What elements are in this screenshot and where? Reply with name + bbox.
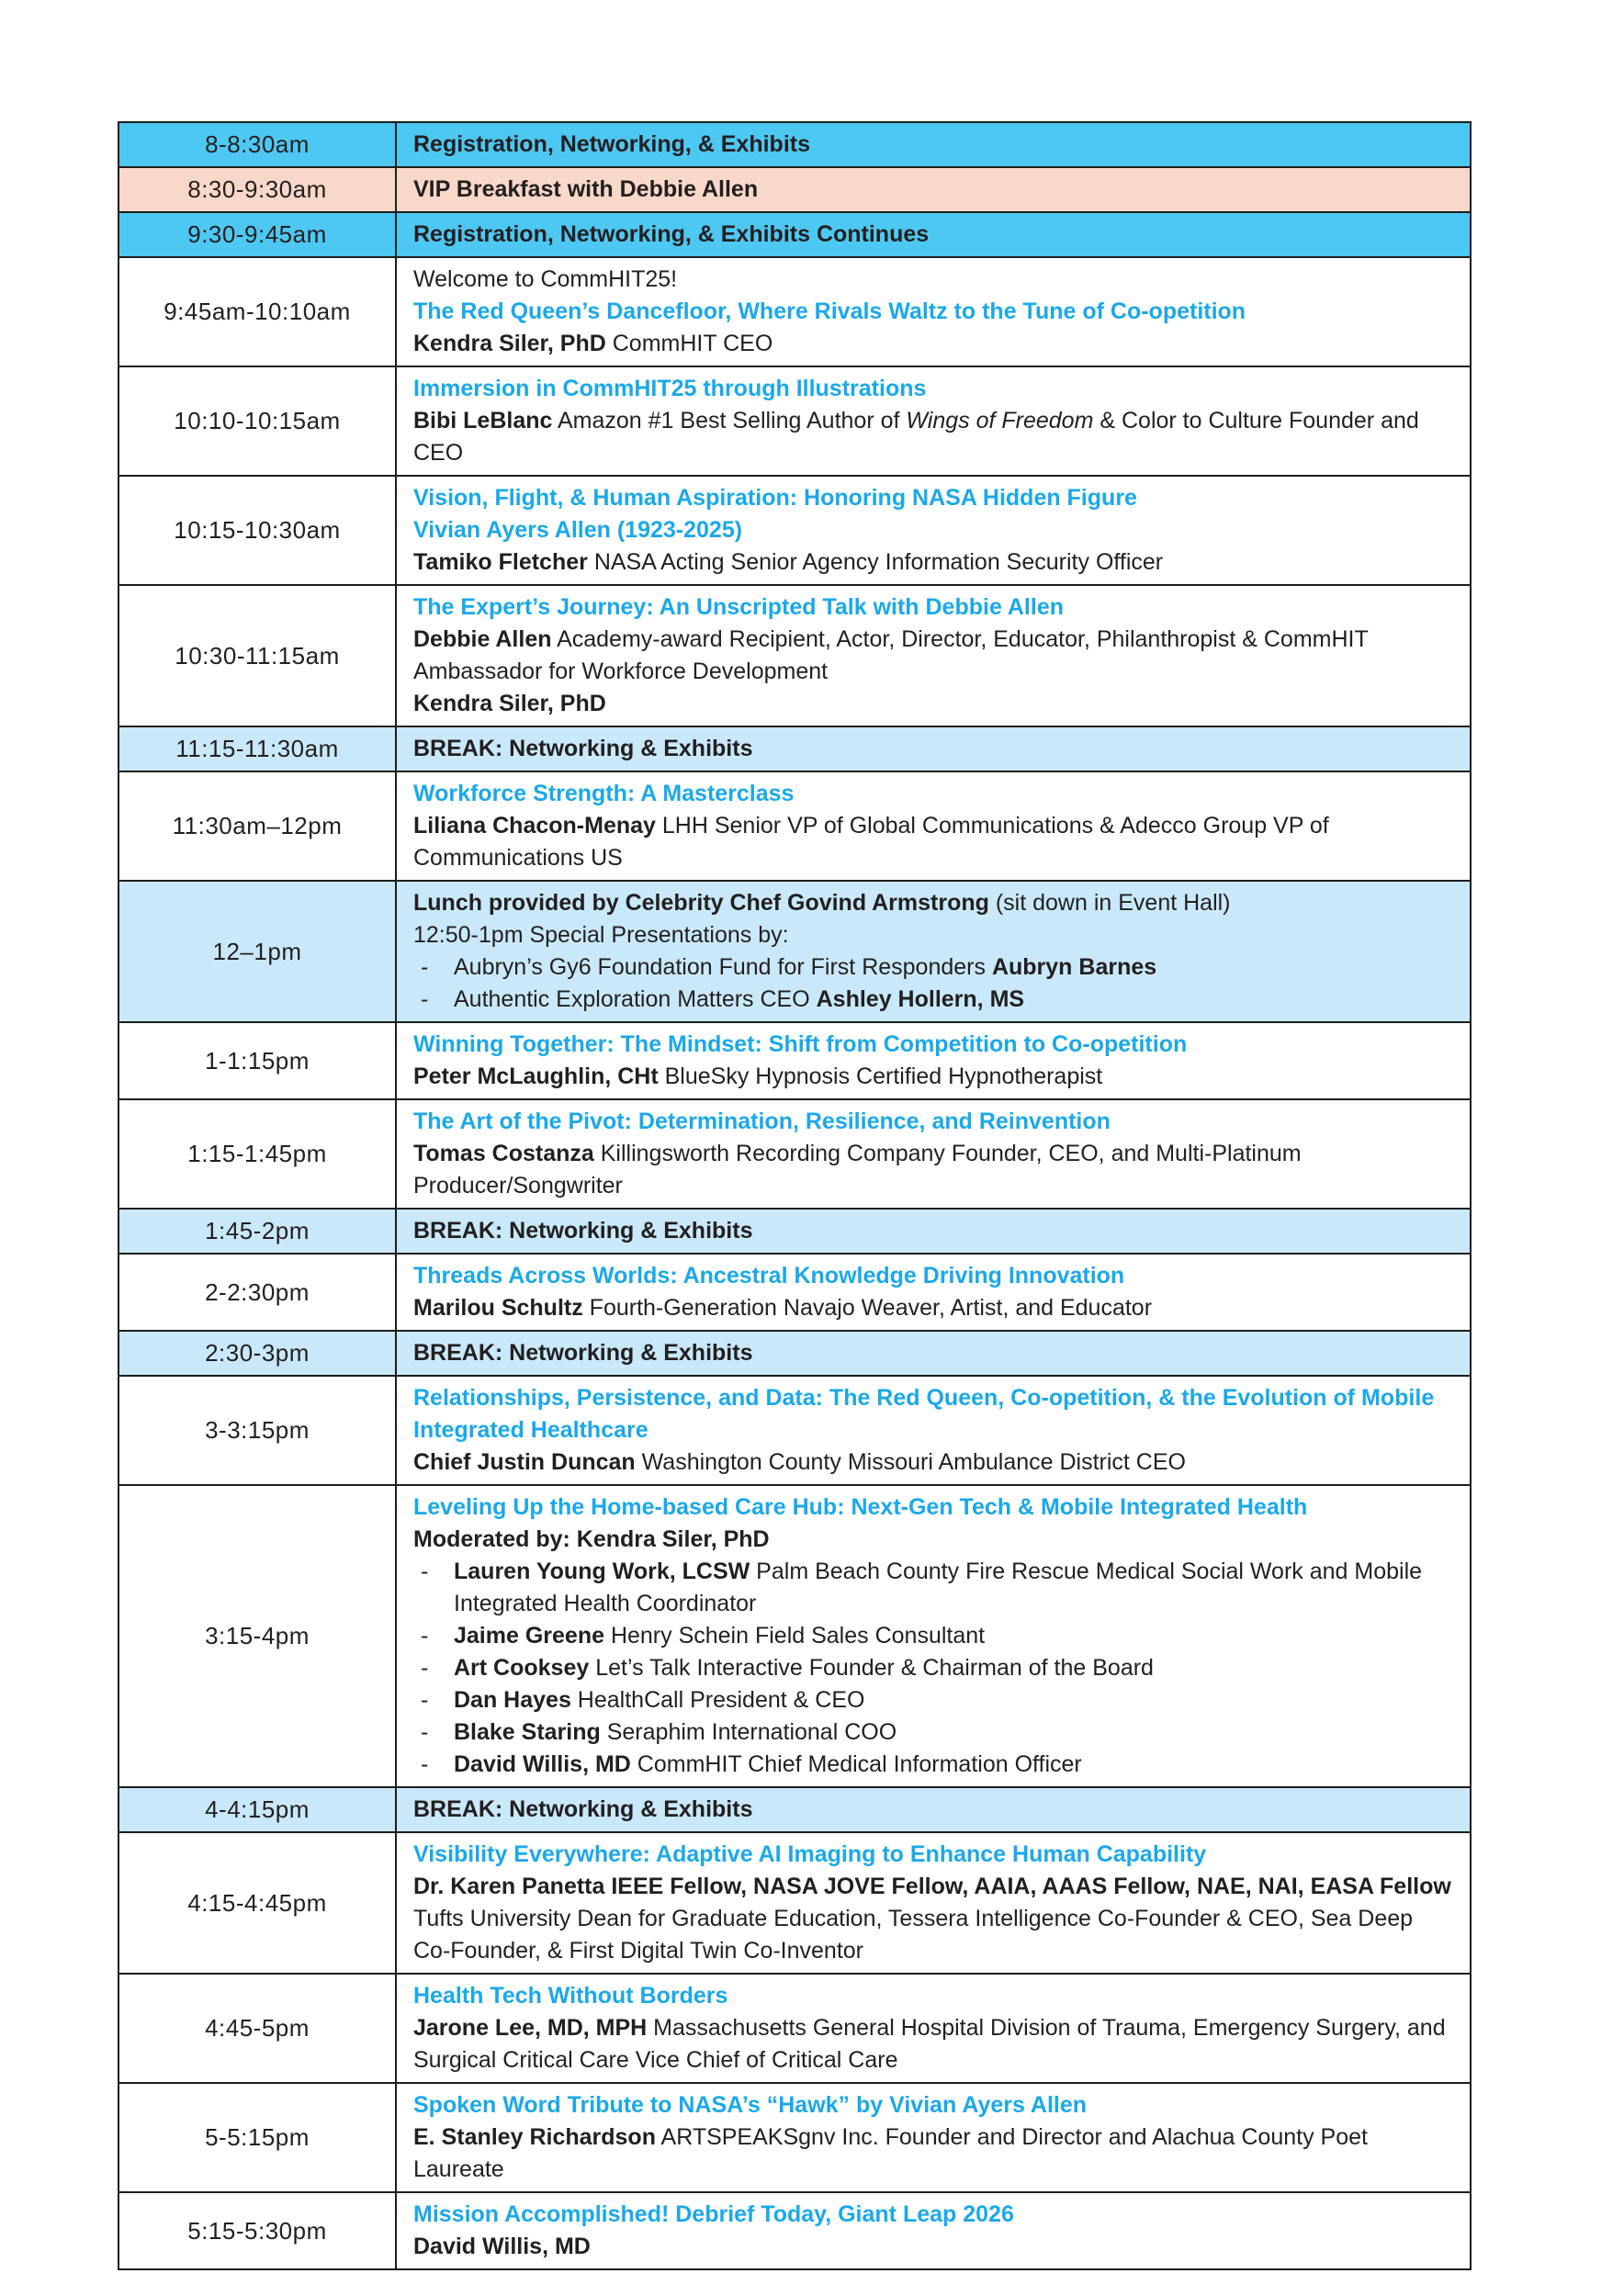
schedule-row [118, 2192, 1471, 2269]
schedule-row [118, 1974, 1471, 2083]
line-text [413, 1109, 1111, 1134]
session-text: Massachusetts General Hospital Division of Trauma, Emergency Surgery, and Surgical Critical Care Vice Chief of Critical Care [413, 2015, 1446, 2073]
line-text [454, 984, 1455, 1016]
time-slot: 2:30-3pm [118, 1331, 396, 1376]
time-slot: 4-4:15pm [118, 1787, 396, 1832]
speaker-name: BREAK: Networking & Exhibits [413, 1340, 753, 1366]
speaker-name: David Willis, MD [454, 1751, 631, 1777]
time-slot: 10:30-11:15am [118, 585, 396, 726]
speaker-name: Registration, Networking, & Exhibits Continues [413, 221, 930, 247]
speaker-name: VIP Breakfast with Debbie Allen [413, 176, 759, 202]
session-line [413, 1871, 1455, 1967]
session-line [413, 514, 1455, 546]
session-title: Visibility Everywhere: Adaptive AI Imaging to Enhance Human Capability [413, 1841, 1207, 1867]
schedule-row [118, 1787, 1471, 1832]
session-line [413, 264, 1455, 296]
session-text: Academy-award Recipient, Actor, Director, Educator, Philanthropist & CommHIT Ambassador for Workforce Development [413, 626, 1369, 684]
line-text [454, 1556, 1455, 1620]
session-cell [396, 1974, 1471, 2083]
time-slot: 5-5:15pm [118, 2083, 396, 2192]
bullet-item [413, 951, 1455, 984]
session-text: (sit down in Event Hall) [988, 890, 1231, 916]
line-text [413, 626, 1368, 684]
session-line [413, 546, 1455, 579]
time-slot: 1:15-1:45pm [118, 1099, 396, 1209]
line-text [413, 736, 752, 761]
schedule-row [118, 1022, 1471, 1099]
session-title: The Expert’s Journey: An Unscripted Talk with Debbie Allen [413, 594, 1064, 620]
time-slot: 12–1pm [118, 881, 396, 1022]
session-text: BlueSky Hypnosis Certified Hypnotherapist [658, 1064, 1103, 1089]
time-slot: 3:15-4pm [118, 1485, 396, 1787]
time-slot: 4:15-4:45pm [118, 1832, 396, 1974]
speaker-name: Ashley Hollern, MS [816, 986, 1025, 1012]
session-text: Seraphim International COO [600, 1719, 897, 1745]
line-text [413, 2124, 1368, 2182]
session-cell [396, 1209, 1471, 1254]
time-slot: 4:45-5pm [118, 1974, 396, 2083]
session-cell [396, 1254, 1471, 1331]
session-cell [396, 726, 1471, 771]
session-cell [396, 1787, 1471, 1832]
session-line [413, 2122, 1455, 2186]
line-text [413, 594, 1064, 620]
session-cell [396, 585, 1471, 726]
schedule-row [118, 122, 1471, 167]
schedule-row [118, 366, 1471, 476]
bullet-item [413, 1684, 1455, 1716]
session-text: Fourth-Generation Navajo Weaver, Artist, and Educator [582, 1295, 1153, 1321]
line-text [413, 176, 758, 202]
line-text [454, 951, 1455, 984]
schedule-row [118, 1832, 1471, 1974]
bullet-dash: - [421, 986, 429, 1012]
schedule-row [118, 1376, 1471, 1485]
session-cell [396, 476, 1471, 585]
session-title: Threads Across Worlds: Ancestral Knowledge Driving Innovation [413, 1263, 1125, 1289]
session-text: LHH Senior VP of Global Communications & Adecco Group VP of Communications US [413, 813, 1329, 871]
speaker-name: E. Stanley Richardson [413, 2124, 656, 2150]
session-line [413, 887, 1455, 919]
session-line [413, 1029, 1455, 1061]
speaker-name: BREAK: Networking & Exhibits [413, 736, 753, 761]
session-title: Immersion in CommHIT25 through Illustrations [413, 376, 927, 401]
line-text [413, 266, 677, 292]
speaker-name: BREAK: Networking & Exhibits [413, 1796, 753, 1822]
time-slot: 10:15-10:30am [118, 476, 396, 585]
session-line [413, 624, 1455, 688]
session-cell [396, 881, 1471, 1022]
schedule-row [118, 726, 1471, 771]
session-title: Winning Together: The Mindset: Shift from Competition to Co-opetition [413, 1031, 1188, 1057]
session-line [413, 1794, 1455, 1826]
session-line [413, 482, 1455, 514]
line-text [413, 781, 794, 806]
line-text [413, 813, 1329, 871]
session-line [413, 1491, 1455, 1524]
bullet-dash: - [421, 1719, 429, 1745]
bullet-dash: - [421, 1751, 429, 1777]
line-text [413, 1526, 770, 1552]
session-cell [396, 2083, 1471, 2192]
session-text: 12:50-1pm Special Presentations by: [413, 922, 789, 948]
session-cell [396, 1832, 1471, 1974]
speaker-name: Chief Justin Duncan [413, 1449, 636, 1475]
session-line [413, 1980, 1455, 2012]
session-title: Workforce Strength: A Masterclass [413, 781, 795, 806]
speaker-name: Blake Staring [454, 1719, 601, 1745]
speaker-name: Debbie Allen [413, 626, 552, 652]
line-text [454, 1716, 1455, 1749]
session-text: Palm Beach County Fire Rescue Medical Social Work and Mobile Integrated Health Coordinator [454, 1559, 1423, 1616]
line-text [413, 1263, 1124, 1289]
speaker-name: Jarone Lee, MD, MPH [413, 2015, 648, 2041]
speaker-name: Tamiko Fletcher [413, 549, 588, 575]
line-text [413, 1340, 752, 1366]
bullet-item [413, 1556, 1455, 1620]
schedule-row [118, 1209, 1471, 1254]
session-line [413, 328, 1455, 360]
line-text [413, 1385, 1434, 1443]
line-text [413, 298, 1246, 324]
session-line [413, 1337, 1455, 1369]
line-text [413, 1494, 1307, 1520]
session-title: Relationships, Persistence, and Data: The Red Queen, Co-opetition, & the Evolution of Mobile Integrated Healthcare [413, 1385, 1435, 1443]
line-text [454, 1749, 1455, 1781]
line-text [413, 1295, 1152, 1321]
speaker-name: Dan Hayes [454, 1687, 571, 1713]
line-text [413, 376, 926, 401]
line-text [413, 890, 1231, 916]
session-line [413, 1215, 1455, 1247]
speaker-name: Aubryn Barnes [991, 954, 1157, 980]
time-slot: 3-3:15pm [118, 1376, 396, 1485]
session-text: Tufts University Dean for Graduate Education, Tessera Intelligence Co-Founder & CEO, Sea Deep Co-Founder, & First Digital Twin Co-Inventor [413, 1906, 1414, 1964]
session-title: Mission Accomplished! Debrief Today, Giant Leap 2026 [413, 2201, 1014, 2227]
speaker-name: David Willis, MD [413, 2234, 591, 2259]
session-text: CommHIT Chief Medical Information Officer [630, 1751, 1082, 1777]
time-slot: 9:30-9:45am [118, 212, 396, 257]
session-title: The Art of the Pivot: Determination, Resilience, and Reinvention [413, 1109, 1111, 1134]
session-title: The Red Queen’s Dancefloor, Where Rivals Waltz to the Tune of Co-opetition [413, 298, 1246, 324]
session-title: Leveling Up the Home-based Care Hub: Next-Gen Tech & Mobile Integrated Health [413, 1494, 1308, 1520]
session-line [413, 1292, 1455, 1324]
session-text: Aubryn’s Gy6 Foundation Fund for First Responders [454, 954, 992, 980]
line-text [413, 1841, 1206, 1867]
session-cell [396, 167, 1471, 212]
session-line [413, 219, 1455, 251]
line-text [413, 331, 773, 356]
line-text [413, 1874, 1451, 1964]
speaker-name: Registration, Networking, & Exhibits [413, 131, 810, 157]
session-text: Let’s Talk Interactive Founder & Chairman of the Board [589, 1655, 1154, 1681]
session-title: Vivian Ayers Allen (1923-2025) [413, 517, 743, 543]
line-text [413, 2234, 591, 2259]
session-line [413, 688, 1455, 720]
bullet-item [413, 1620, 1455, 1652]
session-line [413, 1106, 1455, 1138]
schedule-row [118, 2083, 1471, 2192]
time-slot: 1-1:15pm [118, 1022, 396, 1099]
speaker-name: Moderated by: Kendra Siler, PhD [413, 1526, 770, 1552]
session-line [413, 1382, 1455, 1446]
session-cell [396, 1485, 1471, 1787]
session-cell [396, 1331, 1471, 1376]
line-text [454, 1684, 1455, 1716]
line-text [413, 2201, 1014, 2227]
time-slot: 1:45-2pm [118, 1209, 396, 1254]
schedule-row [118, 585, 1471, 726]
session-line [413, 591, 1455, 624]
session-line [413, 2199, 1455, 2231]
session-text: Killingsworth Recording Company Founder, CEO, and Multi-Platinum Producer/Songwriter [413, 1141, 1302, 1199]
schedule-row [118, 1254, 1471, 1331]
schedule-row [118, 212, 1471, 257]
speaker-name: Dr. Karen Panetta IEEE Fellow, NASA JOVE Fellow, AAIA, AAAS Fellow, NAE, NAI, EASA Fellow [413, 1874, 1451, 1899]
session-line [413, 1839, 1455, 1871]
line-text [413, 1796, 752, 1822]
session-line [413, 1138, 1455, 1202]
line-text [454, 1620, 1455, 1652]
time-slot: 8:30-9:30am [118, 167, 396, 212]
session-line [413, 405, 1455, 469]
bullet-item [413, 984, 1455, 1016]
session-text: NASA Acting Senior Agency Information Security Officer [587, 549, 1164, 575]
time-slot: 8-8:30am [118, 122, 396, 167]
time-slot: 2-2:30pm [118, 1254, 396, 1331]
session-line [413, 2089, 1455, 2122]
session-line [413, 1524, 1455, 1556]
session-cell [396, 1099, 1471, 1209]
book-title-italic: Wings of Freedom [906, 408, 1094, 433]
speaker-name: BREAK: Networking & Exhibits [413, 1218, 753, 1244]
bullet-dash: - [421, 1623, 429, 1649]
session-line [413, 1061, 1455, 1093]
session-line [413, 129, 1455, 161]
session-cell [396, 2192, 1471, 2269]
line-text [454, 1652, 1455, 1684]
line-text [413, 549, 1163, 575]
session-cell [396, 122, 1471, 167]
speaker-name: Art Cooksey [454, 1655, 590, 1681]
session-line [413, 373, 1455, 405]
speaker-name: Kendra Siler, PhD [413, 691, 606, 716]
schedule-row [118, 1331, 1471, 1376]
session-text: ARTSPEAKSgnv Inc. Founder and Director and Alachua County Poet Laureate [413, 2124, 1368, 2182]
line-text [413, 221, 929, 247]
speaker-name: Kendra Siler, PhD [413, 331, 606, 356]
speaker-name: Liliana Chacon-Menay [413, 813, 656, 838]
line-text [413, 1449, 1186, 1475]
time-slot: 11:15-11:30am [118, 726, 396, 771]
bullet-dash: - [421, 1655, 429, 1681]
speaker-name: Peter McLaughlin, CHt [413, 1064, 659, 1089]
speaker-name: Lauren Young Work, LCSW [454, 1559, 750, 1584]
bullet-dash: - [421, 1687, 429, 1713]
schedule-row [118, 771, 1471, 881]
line-text [413, 2015, 1446, 2073]
session-line [413, 1260, 1455, 1292]
session-cell [396, 771, 1471, 881]
bullet-item [413, 1749, 1455, 1781]
session-line [413, 296, 1455, 328]
session-text: Amazon #1 Best Selling Author of [552, 408, 907, 433]
schedule-row [118, 167, 1471, 212]
session-title: Vision, Flight, & Human Aspiration: Honoring NASA Hidden Figure [413, 485, 1137, 511]
line-text [413, 131, 810, 157]
session-cell [396, 1376, 1471, 1485]
bullet-dash: - [421, 954, 429, 980]
time-slot: 10:10-10:15am [118, 366, 396, 476]
line-text [413, 485, 1137, 511]
speaker-name: Tomas Costanza [413, 1141, 594, 1166]
session-title: Spoken Word Tribute to NASA’s “Hawk” by Vivian Ayers Allen [413, 2092, 1088, 2118]
line-text [413, 1218, 752, 1244]
time-slot: 5:15-5:30pm [118, 2192, 396, 2269]
speaker-name: Lunch provided by Celebrity Chef Govind Armstrong [413, 890, 989, 916]
session-cell [396, 257, 1471, 366]
session-text: HealthCall President & CEO [570, 1687, 865, 1713]
session-text: Welcome to CommHIT25! [413, 266, 678, 292]
schedule-table-body [118, 122, 1471, 2269]
session-text: Henry Schein Field Sales Consultant [604, 1623, 986, 1649]
line-text [413, 1031, 1187, 1057]
session-line [413, 810, 1455, 874]
session-cell [396, 366, 1471, 476]
line-text [413, 2092, 1087, 2118]
schedule-row [118, 476, 1471, 585]
schedule-row [118, 881, 1471, 1022]
time-slot: 11:30am–12pm [118, 771, 396, 881]
line-text [413, 517, 742, 543]
bullet-dash: - [421, 1559, 429, 1584]
schedule-table [118, 121, 1472, 2270]
session-cell [396, 212, 1471, 257]
session-text: Authentic Exploration Matters CEO [454, 986, 817, 1012]
session-text: Washington County Missouri Ambulance District CEO [635, 1449, 1186, 1475]
schedule-row [118, 1099, 1471, 1209]
session-line [413, 778, 1455, 810]
speaker-name: Marilou Schultz [413, 1295, 583, 1321]
schedule-row [118, 1485, 1471, 1787]
bullet-item [413, 1652, 1455, 1684]
session-title: Health Tech Without Borders [413, 1983, 728, 2009]
session-line [413, 1446, 1455, 1479]
line-text [413, 1983, 727, 2009]
speaker-name: Jaime Greene [454, 1623, 604, 1649]
line-text [413, 1141, 1302, 1199]
time-slot: 9:45am-10:10am [118, 257, 396, 366]
session-line [413, 2012, 1455, 2077]
session-text: & Color to Culture Founder and CEO [413, 408, 1419, 466]
line-text [413, 1064, 1102, 1089]
session-line [413, 919, 1455, 951]
session-line [413, 733, 1455, 765]
speaker-name: Bibi LeBlanc [413, 408, 553, 433]
session-line [413, 2231, 1455, 2263]
schedule-row [118, 257, 1471, 366]
line-text [413, 408, 1419, 466]
session-cell [396, 1022, 1471, 1099]
line-text [413, 922, 789, 948]
session-line [413, 174, 1455, 206]
session-text: CommHIT CEO [605, 331, 773, 356]
bullet-item [413, 1716, 1455, 1749]
line-text [413, 691, 606, 716]
